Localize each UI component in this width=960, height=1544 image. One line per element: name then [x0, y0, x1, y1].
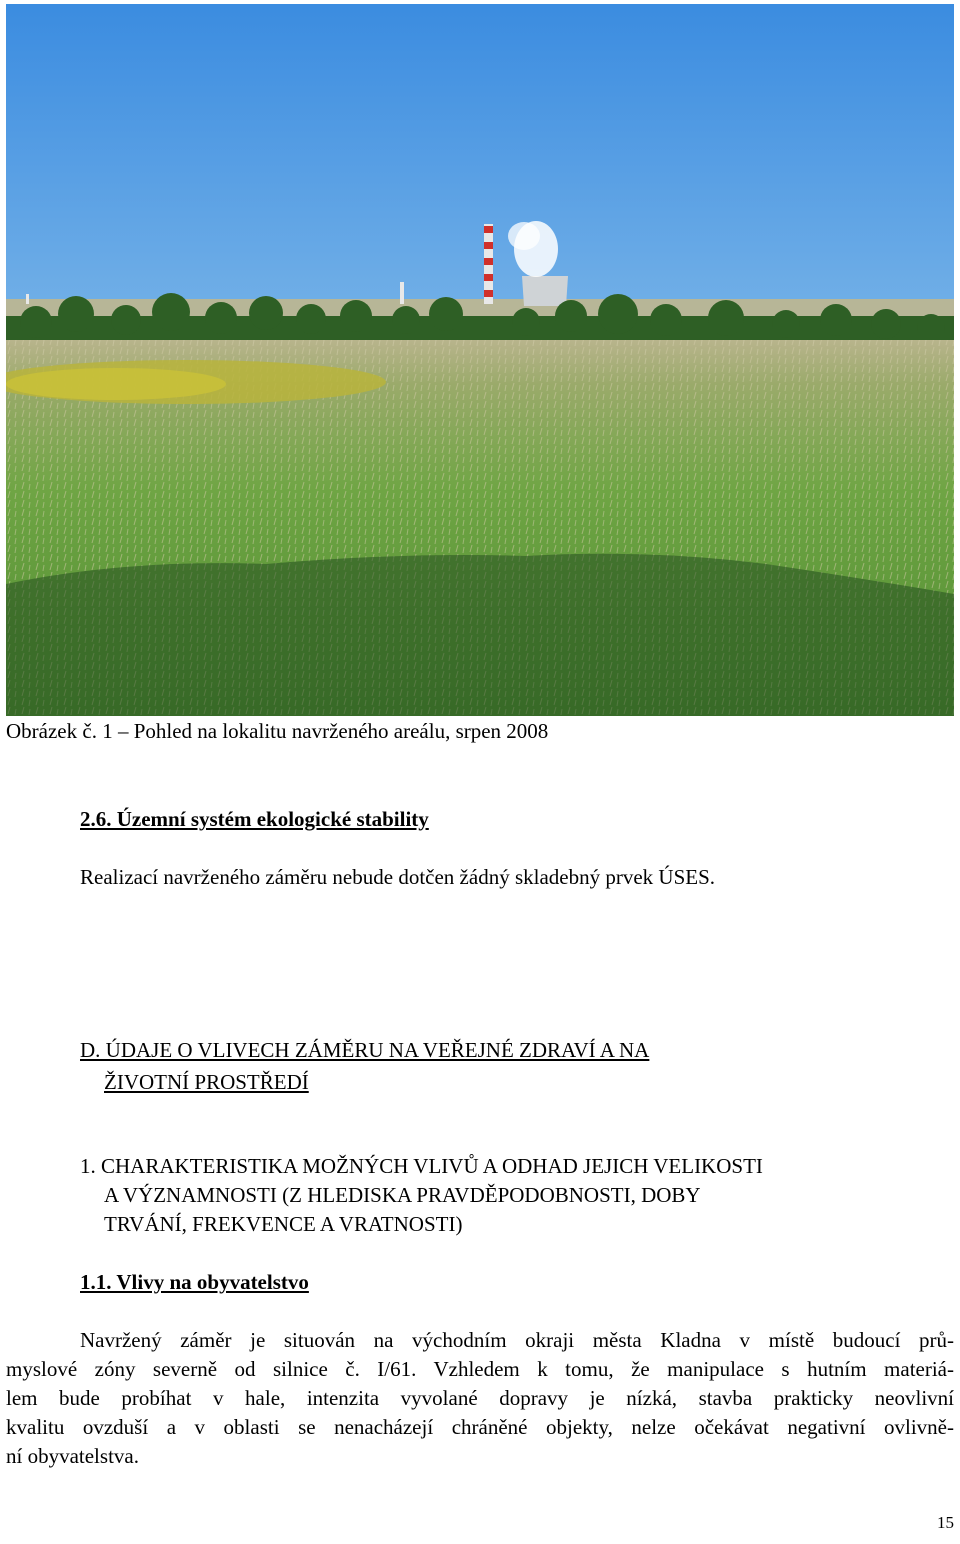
landscape-photo-icon — [6, 4, 954, 716]
paragraph-line: Navržený záměr je situován na východním okraji města Kladna v místě budoucí prů- — [80, 1328, 954, 1352]
section-heading-1-1: 1.1. Vlivy na obyvatelstvo — [80, 1270, 309, 1294]
section-heading-2-6: 2.6. Územní systém ekologické stability — [80, 807, 429, 831]
section-1-heading-line1: 1. CHARAKTERISTIKA MOŽNÝCH VLIVŮ A ODHAD JEJICH VELIKOSTI — [80, 1154, 763, 1178]
paragraph-line: lem bude probíhat v hale, intenzita vyvolané dopravy je nízká, stavba prakticky neovlivní — [6, 1386, 954, 1410]
paragraph-line: kvalitu ovzduší a v oblasti se nenacházejí chráněné objekty, nelze očekávat negativní ovlivně- — [6, 1415, 954, 1439]
chapter-d-heading-line2: ŽIVOTNÍ PROSTŘEDÍ — [104, 1070, 309, 1094]
figure-caption: Obrázek č. 1 – Pohled na lokalitu navrženého areálu, srpen 2008 — [6, 719, 549, 743]
section-1-heading-line3: TRVÁNÍ, FREKVENCE A VRATNOSTI) — [104, 1212, 463, 1236]
section-1-heading-line2: A VÝZNAMNOSTI (Z HLEDISKA PRAVDĚPODOBNOSTI, DOBY — [104, 1183, 701, 1207]
chapter-d-heading-line1: D. ÚDAJE O VLIVECH ZÁMĚRU NA VEŘEJNÉ ZDRAVÍ A NA — [80, 1038, 650, 1062]
section-2-6-text: Realizací navrženého záměru nebude dotčen žádný skladebný prvek ÚSES. — [80, 865, 716, 889]
paragraph-line: ní obyvatelstva. — [6, 1444, 139, 1468]
paragraph-line: myslové zóny severně od silnice č. I/61. Vzhledem k tomu, že manipulace s hutním materiá- — [6, 1357, 954, 1381]
page-number: 15 — [937, 1513, 954, 1532]
